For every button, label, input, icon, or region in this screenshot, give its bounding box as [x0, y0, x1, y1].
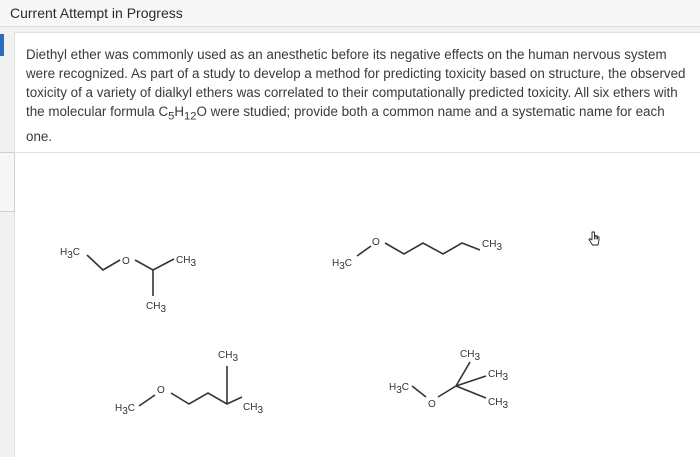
molecule-4 — [389, 349, 508, 411]
m3-ch3-right-label: CH3 — [243, 402, 264, 416]
m4-ch3-bottom-label: CH3 — [488, 397, 509, 411]
m1-oxygen-label: O — [122, 256, 130, 267]
m4-ch3-top-label: CH3 — [460, 349, 481, 363]
m1-ch3-bottom-label: CH3 — [146, 301, 167, 315]
formula-h-subscript: 12 — [184, 110, 197, 123]
formula-o: O — [196, 104, 207, 119]
m1-h3c-label: H3C — [60, 247, 81, 261]
m4-h3c-label: H3C — [389, 382, 410, 396]
molecule-2 — [332, 237, 502, 272]
m4-ch3-middle-label: CH3 — [488, 369, 509, 383]
question-intro: Diethyl ether was commonly used as an anesthetic before its negative effects on the human nervous system were recognized. As part of a study to develop a method for predicting toxicity based on structure, the observed toxicity of a variety of dialkyl ethers was correlated to their computationally predicted toxicity. All six ethers with the molecular formula C — [26, 47, 686, 119]
header-title: Current Attempt in Progress — [10, 5, 183, 21]
m1-ch3-top-label: CH3 — [176, 255, 197, 269]
m3-ch3-top-label: CH3 — [218, 350, 239, 364]
m2-h3c-label: H3C — [332, 258, 353, 272]
m3-oxygen-label: O — [157, 385, 165, 396]
pointer-hand-icon — [587, 231, 601, 247]
molecule-3 — [115, 350, 263, 417]
m3-h3c-label: H3C — [115, 403, 136, 417]
question-outro: were studied; provide both a common name and a systematic name for each one. — [26, 104, 665, 144]
m2-oxygen-label: O — [372, 237, 380, 248]
formula-h: H — [174, 104, 185, 119]
formula-c-subscript: 5 — [168, 110, 175, 123]
m2-ch3-label: CH3 — [482, 239, 503, 253]
molecule-1 — [60, 247, 196, 315]
m4-oxygen-label: O — [428, 399, 436, 410]
